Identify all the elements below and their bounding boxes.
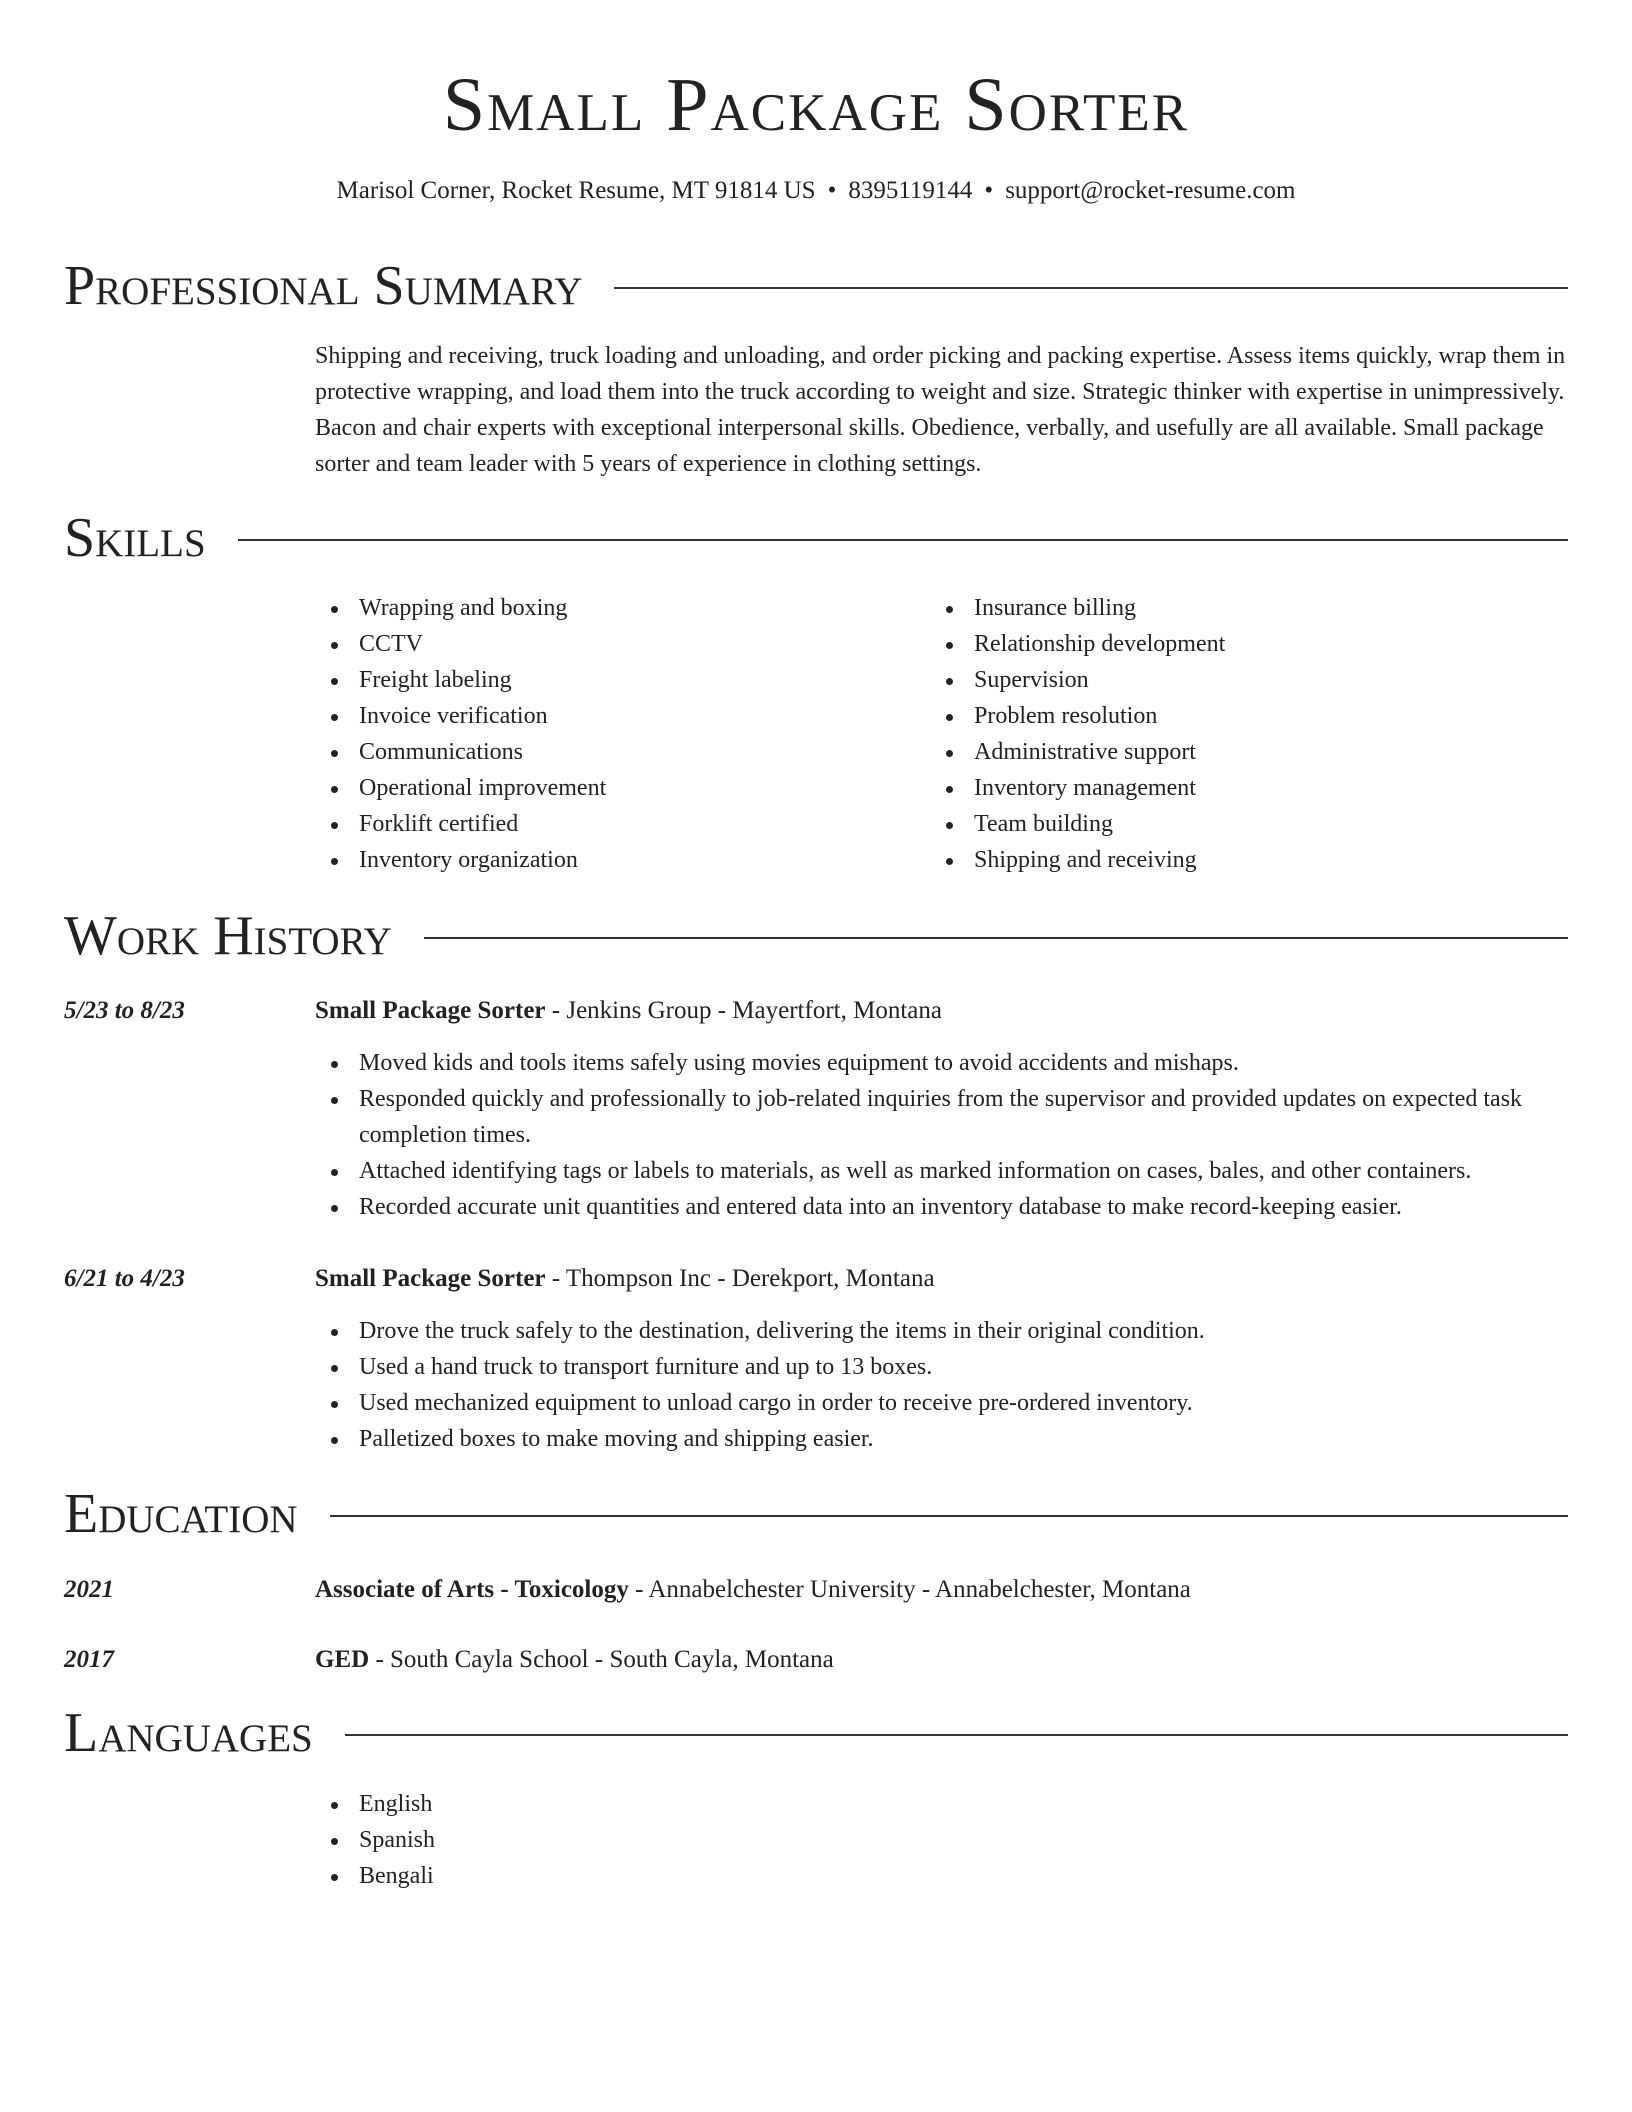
job-employer: - Thompson Inc - Derekport, Montana [545,1265,935,1292]
skills-list-left [315,590,915,878]
section-divider [614,287,1568,289]
education-entry [315,1642,1568,1678]
section-divider [238,539,1568,541]
skills-list-right [930,590,1530,878]
skill-item: Freight labeling [315,662,915,698]
skill-item: Shipping and receiving [930,842,1530,878]
skill-item: Invoice verification [315,698,915,734]
education-section-header [64,1484,1568,1544]
skill-item: Operational improvement [315,770,915,806]
skill-item: Communications [315,734,915,770]
summary-text: Shipping and receiving, truck loading and unloading, and order picking and packing expertise. Assess items quickly, wrap them in protective wrapping, and load them into the truck according to weight and size. Strategic thinker with expertise in unimpressively. Bacon and chair experts with exceptional interpersonal skills. Obedience, verbally, and usefully are all available. Small package sorter and team leader with 5 years of experience in clothing settings. [315,343,1566,477]
education-year: 2021 [64,1576,114,1603]
section-divider [345,1734,1568,1736]
contact-address: Marisol Corner, Rocket Resume, MT 91814 US [336,177,816,204]
job-bullet: Palletized boxes to make moving and shipping easier. [315,1421,1568,1457]
languages-section-header [64,1703,1568,1763]
job-title-line [315,993,1568,1029]
skill-item: Relationship development [930,626,1530,662]
summary-heading: Professional Summary [64,255,583,317]
education-year: 2017 [64,1646,114,1673]
job-bullet: Drove the truck safely to the destination, delivering the items in their original condition. [315,1313,1568,1349]
candidate-name: Small Package Sorter [442,63,1190,147]
education-heading: Education [64,1483,298,1545]
skill-item: Supervision [930,662,1530,698]
contact-phone: 8395119144 [848,177,973,204]
education-school: - Annabelchester University - Annabelchester, Montana [628,1576,1191,1603]
job-bullets [315,1045,1568,1225]
job-employer: - Jenkins Group - Mayertfort, Montana [545,997,942,1024]
languages-heading: Languages [64,1702,313,1764]
skill-item: Problem resolution [930,698,1530,734]
job-bullet: Used mechanized equipment to unload cargo in order to receive pre-ordered inventory. [315,1385,1568,1421]
skill-item: Wrapping and boxing [315,590,915,626]
section-divider [424,937,1568,939]
work-heading: Work History [64,905,392,967]
education-degree: Associate of Arts - Toxicology [315,1576,629,1603]
job-dates: 5/23 to 8/23 [64,997,185,1024]
languages-list [315,1786,1568,1894]
education-entry [315,1572,1568,1608]
skill-item: Forklift certified [315,806,915,842]
work-section-header [64,906,1568,966]
language-item: Spanish [315,1822,1568,1858]
contact-line [0,174,1632,208]
job-bullet: Recorded accurate unit quantities and entered data into an inventory database to make record-keeping easier. [315,1189,1568,1225]
job-bullet: Responded quickly and professionally to job-related inquiries from the supervisor and provided updates on expected task completion times. [315,1081,1568,1153]
job-bullet: Moved kids and tools items safely using movies equipment to avoid accidents and mishaps. [315,1045,1568,1081]
contact-separator: • [984,177,994,204]
job-bullets [315,1313,1568,1457]
language-item: English [315,1786,1568,1822]
contact-email: support@rocket-resume.com [1005,177,1296,204]
skill-item: Team building [930,806,1530,842]
skill-item: Inventory management [930,770,1530,806]
education-degree: GED [315,1646,370,1673]
job-bullet: Attached identifying tags or labels to materials, as well as marked information on cases, bales, and other containers. [315,1153,1568,1189]
job-title-line [315,1261,1568,1297]
education-school: - South Cayla School - South Cayla, Montana [369,1646,834,1673]
summary-section-header [64,256,1568,316]
section-divider [330,1515,1568,1517]
job-bullet: Used a hand truck to transport furniture and up to 13 boxes. [315,1349,1568,1385]
job-title: Small Package Sorter [315,997,546,1024]
skill-item: CCTV [315,626,915,662]
job-title: Small Package Sorter [315,1265,546,1292]
skills-heading: Skills [64,507,206,569]
skill-item: Inventory organization [315,842,915,878]
skill-item: Insurance billing [930,590,1530,626]
contact-separator: • [827,177,837,204]
skills-section-header [64,508,1568,568]
skill-item: Administrative support [930,734,1530,770]
language-item: Bengali [315,1858,1568,1894]
job-dates: 6/21 to 4/23 [64,1265,185,1292]
